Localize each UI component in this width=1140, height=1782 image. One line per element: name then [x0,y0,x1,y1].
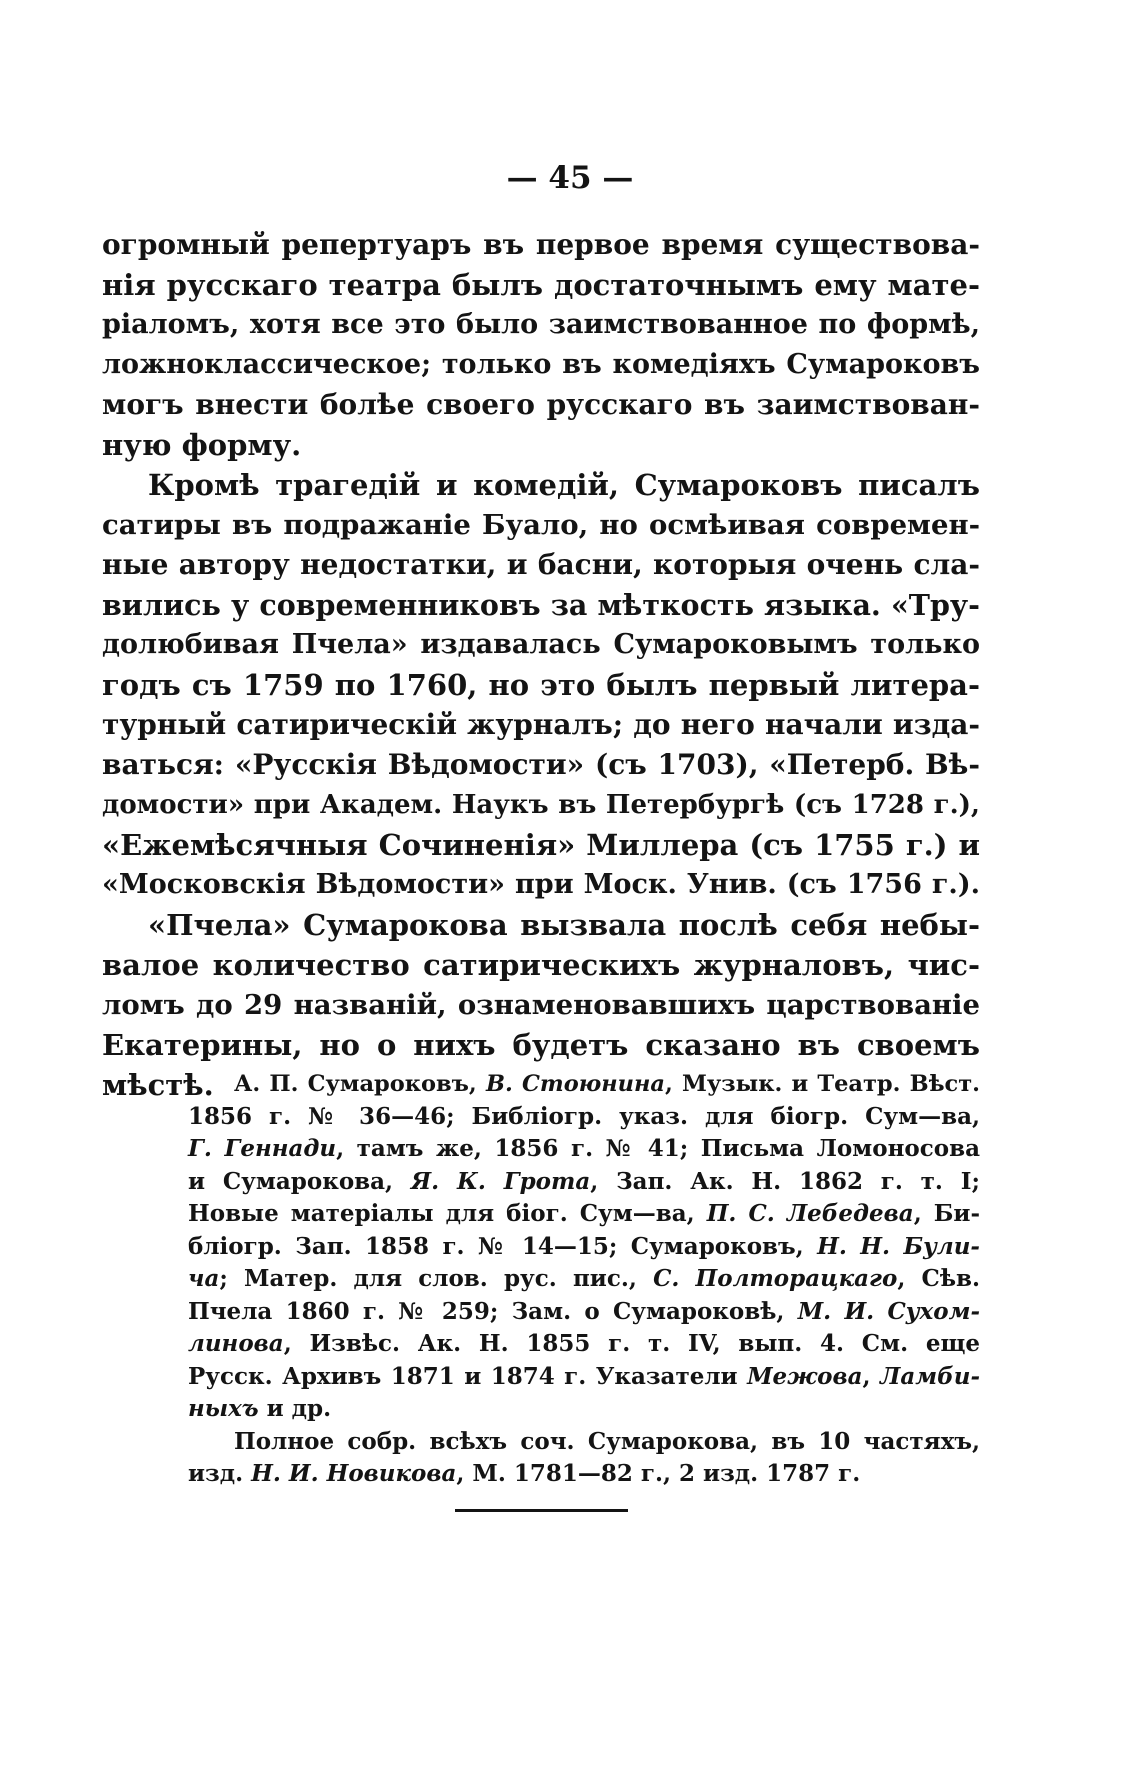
text-line: ные автору недостатки, и басни, которыя очень сла- [102,548,980,581]
text-line: ріаломъ, хотя все это было заимствованное по формѣ, [102,309,980,340]
text-line: могъ внести болѣе своего русскаго въ заимствован- [102,388,980,421]
note-text: Новые матеріалы для біог. Сум—ва, [188,1200,707,1227]
note-author: П. С. Лебедева [706,1200,914,1227]
note-author: Я. К. Грота [410,1167,591,1195]
text-line: огромный репертуаръ въ первое время существова- [102,228,980,261]
bibliography-notes [188,1068,980,1491]
note-text: , Музык. и Театр. Вѣст. [664,1071,980,1097]
text-line: валое количество сатирическихъ журналовъ, чис- [102,948,980,982]
note-line [188,1458,980,1491]
text-line: ломъ до 29 названій, ознаменовавшихъ царствованіе [102,989,980,1021]
text-line: годъ съ 1759 по 1760, но это былъ первый литера- [102,668,980,702]
note-text: Русск. Архивъ 1871 и 1874 г. Указатели [188,1362,748,1390]
note-text: , М. 1781—82 г., 2 изд. 1787 г. [456,1460,861,1487]
note-author: Межова [747,1362,863,1390]
end-rule [455,1509,628,1512]
note-line [188,1231,980,1264]
note-line [188,1133,980,1166]
text-line: «Московскія Вѣдомости» при Моск. Унив. (съ 1756 г.). [102,869,980,900]
note-author: линова [188,1330,284,1357]
note-text: бліогр. Зап. 1858 г. № 14—15; Сумароковъ, [188,1232,818,1260]
text-line: «Пчела» Сумарокова вызвала послѣ себя небы- [148,908,980,942]
note-text: , Зап. Ак. Н. 1862 г. т. I; [590,1167,981,1195]
note-author: В. Стоюнина [485,1071,665,1097]
note-text: Пчела 1860 г. № 259; Зам. о Сумароковѣ, [188,1297,798,1325]
note-text: 1856 г. № 36—46; Библіогр. указ. для біогр. Сум—ва, [188,1102,980,1130]
note-author: Н. И. Новикова [251,1460,457,1487]
note-author: Ламби- [880,1362,980,1390]
note-text: , тамъ же, 1856 г. № 41; Письма Ломоносова [336,1135,981,1162]
note-line [188,1426,980,1459]
note-text: изд. [188,1460,252,1487]
note-line [188,1393,980,1426]
text-line: ложноклассическое; только въ комедіяхъ Сумароковъ [102,349,980,380]
text-line: домости» при Академ. Наукъ въ Петербургѣ (съ 1728 г.), [102,790,980,820]
note-text: А. П. Сумароковъ, [234,1071,486,1097]
main-text [102,225,980,1105]
note-line [188,1068,980,1101]
note-text: ; Матер. для слов. рус. пис., [219,1265,654,1292]
note-text: и др. [258,1395,332,1422]
text-line: Кромѣ трагедій и комедій, Сумароковъ писалъ [148,468,980,502]
note-author: М. И. Сухом- [797,1297,980,1325]
note-text: , Би- [913,1200,980,1227]
text-line: мѣстѣ. [102,1068,214,1102]
note-author: ныхъ [188,1395,259,1422]
text-line: «Ежемѣсячныя Сочиненія» Миллера (съ 1755 г.) и [102,828,980,862]
note-text: , [862,1362,880,1390]
note-author: Н. Н. Були- [817,1232,980,1260]
text-line: сатиры въ подражаніе Буало, но осмѣивая современ- [102,509,980,541]
note-text: , Сѣв. [897,1265,980,1292]
note-line [188,1361,980,1394]
note-line [188,1101,980,1134]
note-line [188,1263,980,1296]
note-author: С. Полторацкаго [653,1265,898,1292]
note-line [188,1328,980,1361]
note-line [188,1198,980,1231]
note-line [188,1166,980,1199]
page-number: — 45 — [506,160,634,196]
note-line [188,1296,980,1329]
text-line: Екатерины, но о нихъ будетъ сказано въ своемъ [102,1028,980,1062]
text-line: ную форму. [102,428,302,462]
text-line: долюбивая Пчела» издавалась Сумароковымъ только [102,629,980,660]
note-author: Г. Геннади [188,1135,337,1162]
text-line: турный сатирическій журналъ; до него начали изда- [102,708,980,741]
text-line: вились у современниковъ за мѣткость языка. «Тру- [102,588,980,622]
note-text: , Извѣс. Ак. Н. 1855 г. т. IV, вып. 4. См. еще [283,1330,980,1357]
text-line: ваться: «Русскія Вѣдомости» (съ 1703), «Петерб. Вѣ- [102,748,980,781]
note-text: и Сумарокова, [188,1167,411,1195]
text-line: нія русскаго театра былъ достаточнымъ ему мате- [102,268,980,302]
note-author: ча [188,1265,220,1292]
note-text: Полное собр. всѣхъ соч. Сумарокова, въ 10 частяхъ, [234,1427,980,1455]
